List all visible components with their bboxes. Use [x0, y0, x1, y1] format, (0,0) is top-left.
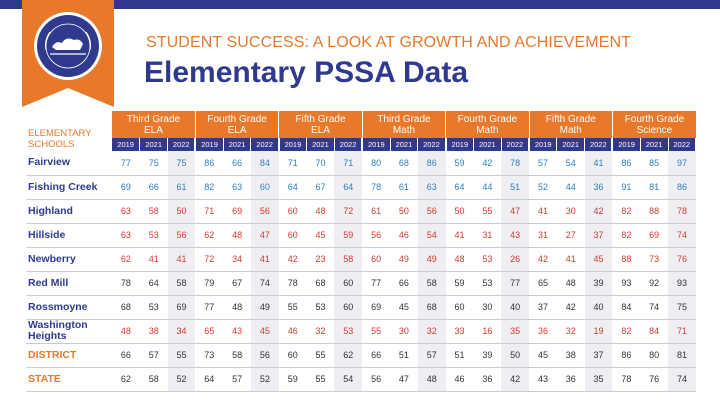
score-cell: 60: [279, 199, 307, 223]
score-cell: 32: [557, 319, 585, 343]
score-cell: 48: [307, 199, 335, 223]
year-header: 2019: [362, 138, 390, 151]
score-cell: 42: [473, 151, 501, 175]
score-cell: 38: [557, 343, 585, 367]
school-name: Newberry: [26, 247, 112, 271]
score-cell: 57: [529, 151, 557, 175]
score-cell: 53: [307, 295, 335, 319]
score-cell: 85: [640, 151, 668, 175]
score-cell: 84: [251, 151, 279, 175]
score-cell: 49: [418, 247, 446, 271]
score-cell: 68: [418, 295, 446, 319]
score-cell: 84: [612, 295, 640, 319]
school-name: Rossmoyne: [26, 295, 112, 319]
score-cell: 58: [168, 271, 196, 295]
score-cell: 35: [585, 367, 613, 391]
pssa-data-table: [26, 111, 697, 392]
score-cell: 37: [585, 343, 613, 367]
score-cell: 48: [112, 319, 140, 343]
score-cell: 65: [195, 319, 223, 343]
score-cell: 30: [390, 319, 418, 343]
score-cell: 64: [446, 175, 474, 199]
year-header: 2019: [612, 138, 640, 151]
score-cell: 56: [251, 343, 279, 367]
score-cell: 73: [640, 247, 668, 271]
score-cell: 37: [585, 223, 613, 247]
score-cell: 60: [279, 343, 307, 367]
score-cell: 68: [112, 295, 140, 319]
grade-label: Fourth Grade: [624, 113, 685, 125]
score-cell: 54: [418, 223, 446, 247]
score-cell: 42: [529, 247, 557, 271]
score-cell: 34: [223, 247, 251, 271]
score-cell: 47: [251, 223, 279, 247]
score-cell: 63: [418, 175, 446, 199]
score-cell: 41: [529, 199, 557, 223]
score-cell: 59: [446, 271, 474, 295]
score-cell: 61: [362, 199, 390, 223]
score-cell: 63: [112, 199, 140, 223]
score-cell: 36: [473, 367, 501, 391]
score-cell: 36: [529, 319, 557, 343]
year-header: 2021: [390, 138, 418, 151]
score-cell: 69: [223, 199, 251, 223]
year-header: 2021: [307, 138, 335, 151]
score-cell: 60: [334, 295, 362, 319]
score-cell: 73: [195, 343, 223, 367]
score-cell: 82: [195, 175, 223, 199]
score-cell: 78: [612, 367, 640, 391]
score-cell: 71: [334, 151, 362, 175]
score-cell: 77: [501, 271, 529, 295]
score-cell: 66: [112, 343, 140, 367]
score-cell: 41: [446, 223, 474, 247]
score-cell: 44: [557, 175, 585, 199]
score-cell: 38: [140, 319, 168, 343]
score-cell: 74: [668, 223, 696, 247]
score-cell: 66: [140, 175, 168, 199]
score-cell: 43: [501, 223, 529, 247]
score-cell: 58: [140, 367, 168, 391]
score-cell: 69: [112, 175, 140, 199]
score-cell: 42: [279, 247, 307, 271]
score-cell: 70: [307, 151, 335, 175]
score-cell: 44: [473, 175, 501, 199]
score-cell: 51: [446, 343, 474, 367]
subject-group-header: [112, 111, 195, 138]
year-header: 2022: [418, 138, 446, 151]
score-cell: 27: [557, 223, 585, 247]
score-cell: 77: [112, 151, 140, 175]
score-cell: 81: [668, 343, 696, 367]
score-cell: 56: [168, 223, 196, 247]
score-cell: 53: [140, 223, 168, 247]
score-cell: 74: [251, 271, 279, 295]
score-cell: 91: [612, 175, 640, 199]
summary-row: [26, 367, 696, 391]
schools-header-line: ELEMENTARY: [28, 128, 92, 139]
score-cell: 33: [446, 319, 474, 343]
score-cell: 55: [362, 319, 390, 343]
score-cell: 37: [529, 295, 557, 319]
score-cell: 72: [195, 247, 223, 271]
score-cell: 16: [473, 319, 501, 343]
subject-label: ELA: [143, 124, 163, 136]
score-cell: 36: [557, 367, 585, 391]
score-cell: 59: [446, 151, 474, 175]
year-header: 2021: [473, 138, 501, 151]
school-name-line: Washington: [28, 319, 88, 331]
score-cell: 62: [112, 247, 140, 271]
score-cell: 47: [501, 199, 529, 223]
score-cell: 64: [334, 175, 362, 199]
score-cell: 40: [501, 295, 529, 319]
summary-row: [26, 343, 696, 367]
score-cell: 78: [362, 175, 390, 199]
score-cell: 62: [334, 343, 362, 367]
score-cell: 69: [168, 295, 196, 319]
score-cell: 92: [640, 271, 668, 295]
school-row: [26, 175, 696, 199]
score-cell: 45: [307, 223, 335, 247]
grade-label: Third Grade: [377, 113, 431, 125]
subject-group-header: [362, 111, 445, 138]
score-cell: 60: [251, 175, 279, 199]
grade-label: Fifth Grade: [295, 113, 346, 125]
score-cell: 74: [668, 367, 696, 391]
score-cell: 62: [112, 367, 140, 391]
score-cell: 61: [168, 175, 196, 199]
score-cell: 81: [640, 175, 668, 199]
score-cell: 53: [334, 319, 362, 343]
score-cell: 50: [446, 199, 474, 223]
score-cell: 72: [334, 199, 362, 223]
school-row: [26, 295, 696, 319]
school-name: Hillside: [26, 223, 112, 247]
score-cell: 58: [418, 271, 446, 295]
subject-label: Math: [476, 124, 499, 136]
score-cell: 58: [223, 343, 251, 367]
score-cell: 57: [140, 343, 168, 367]
score-cell: 19: [585, 319, 613, 343]
score-cell: 56: [362, 223, 390, 247]
score-cell: 77: [195, 295, 223, 319]
score-cell: 71: [279, 151, 307, 175]
score-cell: 56: [251, 199, 279, 223]
subject-label: ELA: [311, 124, 330, 136]
score-cell: 45: [390, 295, 418, 319]
score-cell: 41: [585, 151, 613, 175]
score-cell: 63: [112, 223, 140, 247]
score-cell: 51: [501, 175, 529, 199]
score-cell: 66: [390, 271, 418, 295]
score-cell: 46: [446, 367, 474, 391]
year-header: 2021: [140, 138, 168, 151]
year-header: 2022: [501, 138, 529, 151]
score-cell: 34: [168, 319, 196, 343]
score-cell: 82: [612, 319, 640, 343]
score-cell: 55: [168, 343, 196, 367]
page-subtitle: STUDENT SUCCESS: A LOOK AT GROWTH AND ACHIEVEMENT: [146, 34, 631, 51]
subject-group-header: [446, 111, 529, 138]
score-cell: 43: [529, 367, 557, 391]
school-name: [26, 319, 112, 343]
score-cell: 86: [668, 175, 696, 199]
score-cell: 76: [640, 367, 668, 391]
page-title: Elementary PSSA Data: [144, 56, 469, 89]
score-cell: 43: [223, 319, 251, 343]
score-cell: 45: [251, 319, 279, 343]
score-cell: 48: [418, 367, 446, 391]
year-header: 2019: [529, 138, 557, 151]
score-cell: 31: [473, 223, 501, 247]
score-cell: 79: [195, 271, 223, 295]
school-name: Red Mill: [26, 271, 112, 295]
score-cell: 47: [390, 367, 418, 391]
score-cell: 67: [223, 271, 251, 295]
score-cell: 59: [279, 367, 307, 391]
score-cell: 48: [446, 247, 474, 271]
school-row: [26, 247, 696, 271]
score-cell: 75: [140, 151, 168, 175]
score-cell: 68: [307, 271, 335, 295]
score-cell: 48: [223, 295, 251, 319]
score-cell: 56: [418, 199, 446, 223]
score-cell: 39: [473, 343, 501, 367]
score-cell: 58: [140, 199, 168, 223]
score-cell: 64: [195, 367, 223, 391]
score-cell: 86: [612, 151, 640, 175]
score-cell: 58: [334, 247, 362, 271]
score-cell: 35: [501, 319, 529, 343]
score-cell: 32: [307, 319, 335, 343]
score-cell: 66: [223, 151, 251, 175]
score-cell: 30: [557, 199, 585, 223]
score-cell: 48: [223, 223, 251, 247]
year-header: 2022: [585, 138, 613, 151]
school-name: Highland: [26, 199, 112, 223]
score-cell: 76: [668, 247, 696, 271]
score-cell: 50: [390, 199, 418, 223]
score-cell: 78: [501, 151, 529, 175]
score-cell: 86: [612, 343, 640, 367]
score-cell: 66: [362, 343, 390, 367]
score-cell: 57: [223, 367, 251, 391]
score-cell: 41: [140, 247, 168, 271]
score-cell: 86: [418, 151, 446, 175]
score-cell: 52: [251, 367, 279, 391]
score-cell: 53: [473, 247, 501, 271]
score-cell: 93: [668, 271, 696, 295]
score-cell: 75: [168, 151, 196, 175]
school-row: [26, 319, 696, 343]
school-name: STATE: [26, 367, 112, 391]
score-cell: 60: [279, 223, 307, 247]
score-cell: 78: [112, 271, 140, 295]
year-header: 2019: [195, 138, 223, 151]
district-logo: [22, 0, 114, 107]
score-cell: 50: [501, 343, 529, 367]
grade-label: Fifth Grade: [545, 113, 596, 125]
score-cell: 45: [529, 343, 557, 367]
score-cell: 93: [612, 271, 640, 295]
score-cell: 80: [640, 343, 668, 367]
score-cell: 40: [585, 295, 613, 319]
schools-column-header: [26, 111, 112, 151]
score-cell: 82: [612, 199, 640, 223]
subject-group-header: [529, 111, 612, 138]
score-cell: 64: [140, 271, 168, 295]
score-cell: 60: [334, 271, 362, 295]
score-cell: 48: [557, 271, 585, 295]
score-cell: 69: [362, 295, 390, 319]
score-cell: 46: [390, 223, 418, 247]
year-header: 2021: [223, 138, 251, 151]
score-cell: 55: [307, 343, 335, 367]
score-cell: 31: [529, 223, 557, 247]
score-cell: 52: [529, 175, 557, 199]
year-header: 2022: [251, 138, 279, 151]
score-cell: 26: [501, 247, 529, 271]
score-cell: 41: [168, 247, 196, 271]
score-cell: 46: [279, 319, 307, 343]
score-cell: 75: [668, 295, 696, 319]
score-cell: 42: [501, 367, 529, 391]
score-cell: 82: [612, 223, 640, 247]
score-cell: 78: [279, 271, 307, 295]
score-cell: 53: [473, 271, 501, 295]
score-cell: 71: [195, 199, 223, 223]
score-cell: 78: [668, 199, 696, 223]
subject-label: ELA: [227, 124, 247, 136]
score-cell: 23: [307, 247, 335, 271]
score-cell: 80: [362, 151, 390, 175]
score-cell: 50: [168, 199, 196, 223]
score-cell: 55: [473, 199, 501, 223]
year-header: 2022: [168, 138, 196, 151]
grade-label: Fourth Grade: [457, 113, 518, 125]
score-cell: 57: [418, 343, 446, 367]
year-header: 2022: [334, 138, 362, 151]
school-row: [26, 223, 696, 247]
score-cell: 63: [223, 175, 251, 199]
score-cell: 88: [612, 247, 640, 271]
score-cell: 59: [334, 223, 362, 247]
score-cell: 88: [640, 199, 668, 223]
score-cell: 45: [585, 247, 613, 271]
score-cell: 69: [640, 223, 668, 247]
score-cell: 97: [668, 151, 696, 175]
score-cell: 53: [140, 295, 168, 319]
year-header: 2022: [668, 138, 696, 151]
school-row: [26, 271, 696, 295]
subject-label: Math: [559, 124, 582, 136]
score-cell: 74: [640, 295, 668, 319]
score-cell: 42: [585, 199, 613, 223]
score-cell: 49: [251, 295, 279, 319]
score-cell: 86: [195, 151, 223, 175]
score-cell: 60: [362, 247, 390, 271]
year-header: 2019: [112, 138, 140, 151]
grade-label: Third Grade: [126, 113, 181, 125]
score-cell: 54: [334, 367, 362, 391]
school-name: Fishing Creek: [26, 175, 112, 199]
score-cell: 55: [307, 367, 335, 391]
school-row: [26, 151, 696, 175]
year-header: 2021: [640, 138, 668, 151]
subject-group-header: [612, 111, 695, 138]
grade-label: Fourth Grade: [207, 113, 267, 125]
score-cell: 64: [279, 175, 307, 199]
year-header: 2021: [557, 138, 585, 151]
score-cell: 39: [585, 271, 613, 295]
score-cell: 52: [168, 367, 196, 391]
score-cell: 71: [668, 319, 696, 343]
year-header: 2019: [446, 138, 474, 151]
score-cell: 84: [640, 319, 668, 343]
score-cell: 36: [585, 175, 613, 199]
score-cell: 41: [557, 247, 585, 271]
subject-group-header: [195, 111, 278, 138]
score-cell: 56: [362, 367, 390, 391]
subject-label: Math: [392, 124, 416, 136]
subject-label: Science: [636, 124, 673, 136]
score-cell: 62: [195, 223, 223, 247]
score-cell: 61: [390, 175, 418, 199]
score-cell: 60: [446, 295, 474, 319]
score-cell: 68: [390, 151, 418, 175]
score-cell: 42: [557, 295, 585, 319]
score-cell: 65: [529, 271, 557, 295]
school-name: DISTRICT: [26, 343, 112, 367]
score-cell: 30: [473, 295, 501, 319]
schools-header-line: SCHOOLS: [28, 139, 75, 150]
score-cell: 49: [390, 247, 418, 271]
year-header: 2019: [279, 138, 307, 151]
school-name-line: Heights: [28, 330, 67, 342]
score-cell: 51: [390, 343, 418, 367]
school-row: [26, 199, 696, 223]
score-cell: 32: [418, 319, 446, 343]
score-cell: 54: [557, 151, 585, 175]
score-cell: 67: [307, 175, 335, 199]
score-cell: 55: [279, 295, 307, 319]
score-cell: 41: [251, 247, 279, 271]
subject-group-header: [279, 111, 362, 138]
score-cell: 77: [362, 271, 390, 295]
school-name: Fairview: [26, 151, 112, 175]
